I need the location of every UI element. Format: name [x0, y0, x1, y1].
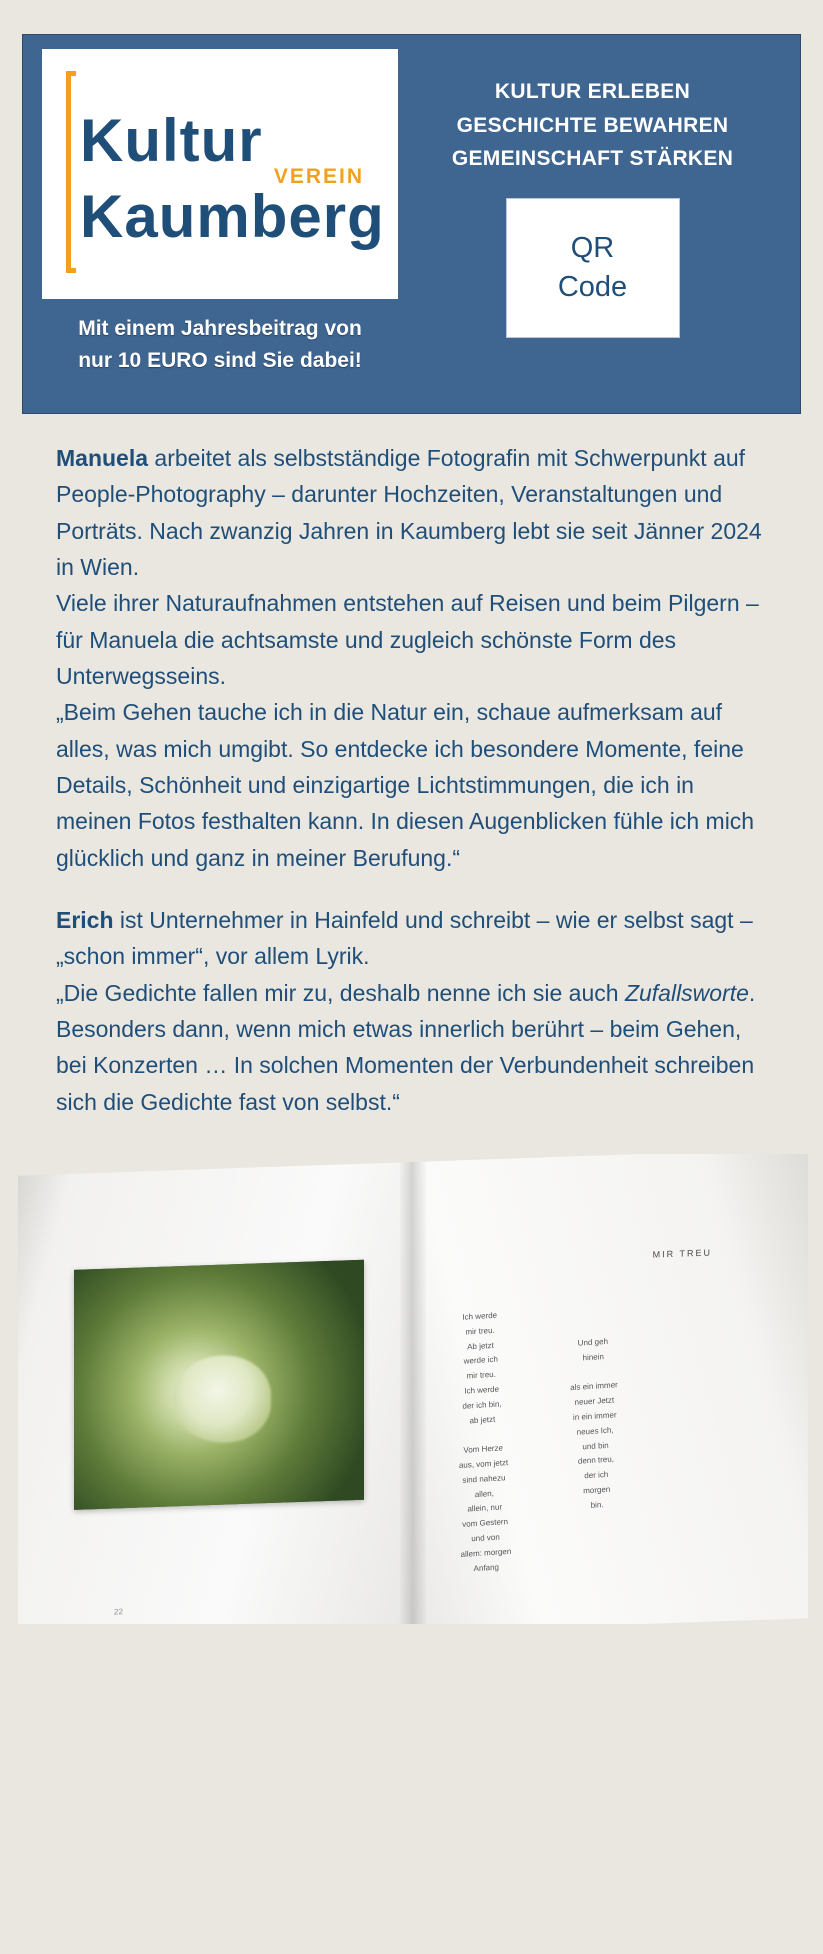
paragraph-manuela-quote: „Beim Gehen tauche ich in die Natur ein, schaue aufmerksam auf alles, was mich umgibt. So entdecke ich besondere Momente, feine Details, Schönheit und einzigartige Lichtstimmungen, die ich in meinen Fotos festhalten kann. In diesen Augenblicken fühle ich mich glücklich und ganz in meiner Berufung.“ — [56, 699, 755, 871]
kulturverein-logo — [42, 49, 398, 299]
banner-left-column — [39, 49, 401, 397]
logo-word-kaumberg: Kaumberg — [80, 183, 385, 250]
logo-inner — [76, 59, 390, 299]
erich-quote-part-2: . Besonders dann, wenn mich etwas innerlich berührt – beim Gehen, bei Konzerten … In solchen Momenten der Verbundenheit schreiben sich die Gedichte fast von selbst.“ — [56, 979, 756, 1115]
paragraph-erich-quote — [56, 975, 767, 1120]
open-book — [18, 1154, 808, 1624]
slogan-line-2: GESCHICHTE BEWAHREN — [456, 113, 729, 137]
erich-quote-italic-zufallsworte: Zufallsworte — [624, 979, 749, 1006]
book-gutter — [400, 1161, 426, 1623]
paragraph-manuela-intro — [56, 440, 767, 585]
poem-title: MIR TREU — [652, 1247, 712, 1260]
logo-word-kultur: Kultur — [80, 107, 263, 174]
plant-photograph — [74, 1260, 364, 1510]
paragraph-spacer — [56, 876, 767, 902]
erich-quote-part-1: „Die Gedichte fallen mir zu, deshalb nenne ich sie auch — [56, 979, 625, 1006]
slogan-line-3: GEMEINSCHAFT STÄRKEN — [451, 147, 734, 171]
paragraph-manuela-travel: Viele ihrer Naturaufnahmen entstehen auf Reisen und beim Pilgern – für Manuela die achtsamste und zugleich schönste Form des Unterwegsseins. — [56, 590, 759, 689]
manuela-intro-text: arbeitet als selbstständige Fotografin mit Schwerpunkt auf People-Photography – darunter Hochzeiten, Veranstaltungen und Porträts. Nach zwanzig Jahren in Kaumberg lebt sie seit Jänner 2024 in Wien. — [56, 445, 762, 580]
paragraph-erich-intro — [56, 902, 767, 975]
poem-text-column-1: Ich werde mir treu. Ab jetzt werde ich mir treu. Ich werde der ich bin, ab jetzt Vom Herze aus, vom jetzt sind nahezu allen, allein, nur vom Gestern und von allem: morgen Anfang — [458, 1310, 512, 1573]
membership-note — [78, 313, 362, 376]
header-banner — [22, 34, 801, 414]
qr-label-line-1: QR — [570, 231, 615, 264]
qr-code-placeholder[interactable] — [506, 198, 680, 338]
flyer-page — [0, 34, 823, 1954]
book-page-number: 22 — [114, 1607, 123, 1617]
person-name-erich: Erich — [56, 906, 114, 933]
logo-word-verein: VEREIN — [273, 165, 364, 188]
banner-right-column — [401, 49, 784, 397]
book-photo-figure — [0, 1154, 823, 1624]
slogan-line-1: KULTUR ERLEBEN — [494, 80, 691, 103]
poem-text-column-2: Und geh hinein als ein immer neuer Jetzt in ein immer neues Ich, und bin denn treu, der ich morgen bin. — [570, 1336, 618, 1510]
membership-line-2: nur 10 EURO sind Sie dabei! — [78, 348, 362, 372]
article-body — [0, 414, 823, 1120]
person-name-manuela: Manuela — [56, 445, 149, 471]
qr-label-line-2: Code — [557, 270, 628, 303]
slogan — [452, 75, 733, 176]
membership-line-1: Mit einem Jahresbeitrag von — [78, 317, 362, 340]
erich-intro-text: ist Unternehmer in Hainfeld und schreibt – wie er selbst sagt – „schon immer“, vor allem Lyrik. — [56, 906, 753, 970]
